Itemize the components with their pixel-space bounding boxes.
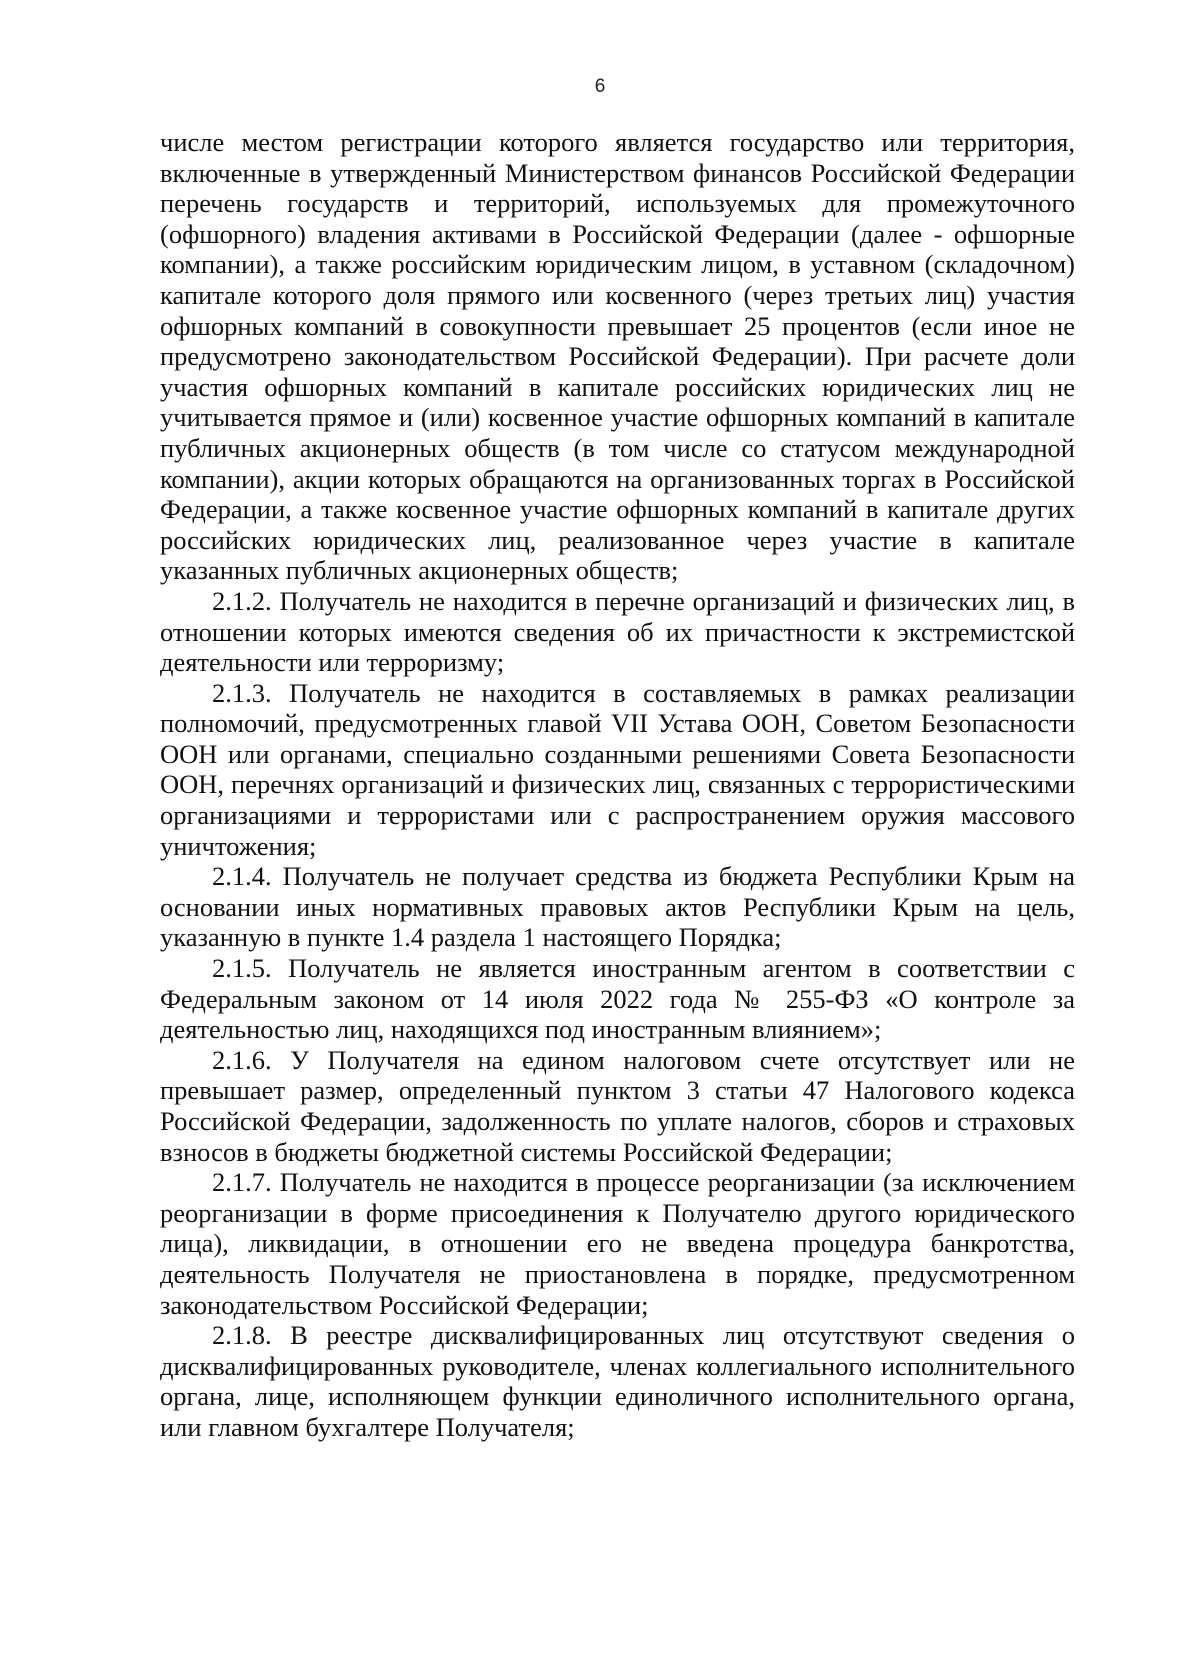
- paragraph-2-1-4: 2.1.4. Получатель не получает средства из бюджета Республики Крым на основании иных нормативных правовых актов Республики Крым на цель, указанную в пункте 1.4 раздела 1 настоящего Порядка;: [160, 861, 1075, 953]
- document-body: [160, 127, 1075, 1443]
- paragraph-2-1-8: 2.1.8. В реестре дисквалифицированных лиц отсутствуют сведения о дисквалифицированных руководителе, членах коллегиального исполнительного органа, лице, исполняющем функции единоличного исполнительного органа, или главном бухгалтере Получателя;: [160, 1320, 1075, 1442]
- paragraph-continuation: числе местом регистрации которого является государство или территория, включенные в утвержденный Министерством финансов Российской Федерации перечень государств и территорий, используемых для промежуточного (офшорного) владения активами в Российской Федерации (далее - офшорные компании), а также российским юридическим лицом, в уставном (складочном) капитале которого доля прямого или косвенного (через третьих лиц) участия офшорных компаний в совокупности превышает 25 процентов (если иное не предусмотрено законодательством Российской Федерации). При расчете доли участия офшорных компаний в капитале российских юридических лиц не учитывается прямое и (или) косвенное участие офшорных компаний в капитале публичных акционерных обществ (в том числе со статусом международной компании), акции которых обращаются на организованных торгах в Российской Федерации, а также косвенное участие офшорных компаний в капитале других российских юридических лиц, реализованное через участие в капитале указанных публичных акционерных обществ;: [160, 127, 1075, 586]
- paragraph-2-1-7: 2.1.7. Получатель не находится в процессе реорганизации (за исключением реорганизации в форме присоединения к Получателю другого юридического лица), ликвидации, в отношении его не введена процедура банкротства, деятельность Получателя не приостановлена в порядке, предусмотренном законодательством Российской Федерации;: [160, 1167, 1075, 1320]
- paragraph-2-1-3: 2.1.3. Получатель не находится в составляемых в рамках реализации полномочий, предусмотренных главой VII Устава ООН, Советом Безопасности ООН или органами, специально созданными решениями Совета Безопасности ООН, перечнях организаций и физических лиц, связанных с террористическими организациями и террористами или с распространением оружия массового уничтожения;: [160, 677, 1075, 861]
- paragraph-2-1-6: 2.1.6. У Получателя на едином налоговом счете отсутствует или не превышает размер, определенный пунктом 3 статьи 47 Налогового кодекса Российской Федерации, задолженность по уплате налогов, сборов и страховых взносов в бюджеты бюджетной системы Российской Федерации;: [160, 1044, 1075, 1167]
- paragraph-2-1-2: 2.1.2. Получатель не находится в перечне организаций и физических лиц, в отношении которых имеются сведения об их причастности к экстремистской деятельности или терроризму;: [160, 585, 1075, 678]
- paragraph-2-1-5: 2.1.5. Получатель не является иностранным агентом в соответствии с Федеральным законом от 14 июля 2022 года № 255-ФЗ «О контроле за деятельностью лиц, находящихся под иностранным влиянием»;: [160, 953, 1075, 1045]
- page-number: 6: [594, 76, 606, 97]
